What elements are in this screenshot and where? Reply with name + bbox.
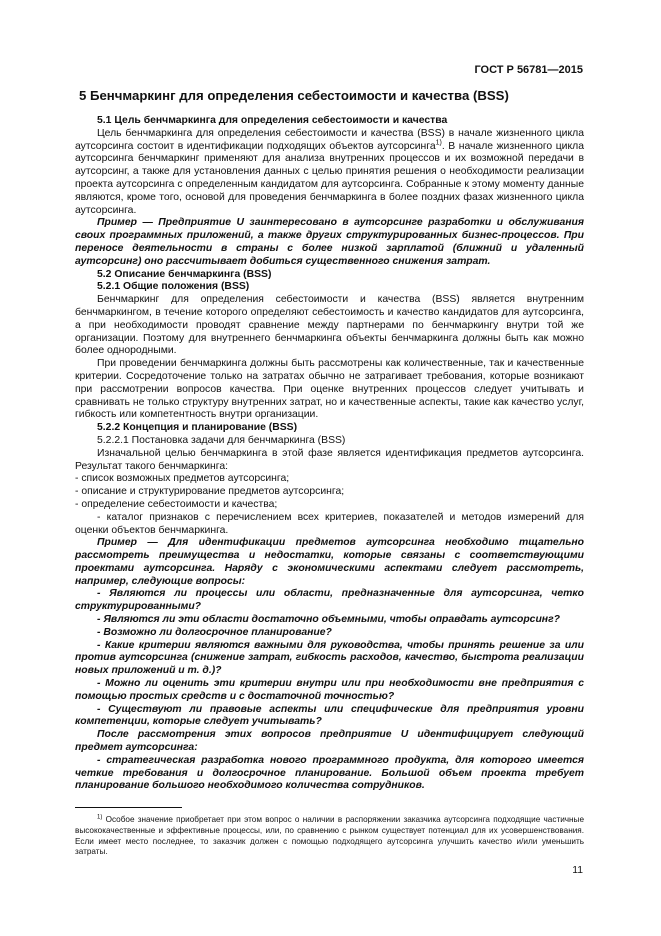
question-item: - Какие критерии являются важными для руководства, чтобы принять решение за или против аутсорсинга (снижение затрат, гибкость расходов, качество, быстрота реализации новых приложений и т. д.)?	[75, 639, 584, 677]
heading-5-2: 5.2 Описание бенчмаркинга (BSS)	[97, 268, 272, 280]
paragraph-5-1	[75, 128, 584, 218]
question-item: - Существуют ли правовые аспекты или специфические для предприятия уровни компетенции, которые следует учитывать?	[75, 703, 584, 728]
heading-5-2-2: 5.2.2 Концепция и планирование (BSS)	[97, 422, 298, 434]
list-item: - описание и структурирование предметов аутсорсинга;	[75, 486, 345, 498]
footnote-text: Особое значение приобретает при этом вопрос о наличии в распоряжении заказчика аутсорсинга подходящие частичные высококачественные и эффективные процессы, или, по сравнению с рынком существует потенциал для их усовершенствования. Если имеет место последнее, то заказчик должен с помощью подходящего аутсорсинга улучшить качество и/или уменьшить затраты.	[75, 815, 584, 857]
list-item: - каталог признаков с перечислением всех критериев, показателей и методов измерений для оценки объектов бенчмаркинга.	[75, 511, 584, 536]
footnote-marker: 1)	[97, 814, 103, 821]
paragraph-5-1-part2: . В начале жизненного цикла аутсорсинга бенчмаркинг применяют для анализа внутренних процессов и их возможной передачи в аутсорсинг, а также для установления данных с целью принятия решения о необходимости реализации проекта аутсорсинга с определенным кандидатом для аутсорсинга. Собранные к этому моменту данные являются, кроме того, основой для проведения бенчмаркинга в более поздних фазах жизненного цикла аутсорсинга.	[75, 140, 584, 216]
question-item: - Можно ли оценить эти критерии внутри или при необходимости вне предприятия с помощью простых средств и с достаточной точностью?	[75, 678, 584, 702]
heading-5-2-2-1: 5.2.2.1 Постановка задачи для бенчмаркинга (BSS)	[97, 434, 346, 446]
footnote-divider	[75, 807, 182, 808]
question-item: - Возможно ли долгосрочное планирование?	[97, 626, 332, 638]
paragraph-5-2-2-1: Изначальной целью бенчмаркинга в этой фазе является идентификация предметов аутсорсинга. Результат такого бенчмаркинга:	[75, 447, 584, 472]
footnote	[75, 815, 584, 858]
list-item: - определение себестоимости и качества;	[75, 498, 278, 510]
question-item: - Являются ли эти области достаточно объемными, чтобы оправдать аутсорсинг?	[97, 614, 560, 626]
section-title: 5 Бенчмаркинг для определения себестоимости и качества (BSS)	[79, 88, 509, 103]
list-item: - список возможных предметов аутсорсинга;	[75, 473, 290, 485]
heading-5-2-1: 5.2.1 Общие положения (BSS)	[97, 281, 250, 293]
example-intro: Пример — Для идентификации предметов аутсорсинга необходимо тщательно рассмотреть преимущества и недостатки, которые связаны с соответствующими проектами аутсорсинга. Наряду с экономическими аспектами следует рассмотреть, например, следующие вопросы:	[75, 537, 584, 587]
document-code: ГОСТ Р 56781—2015	[474, 64, 583, 76]
example-conclusion-item: - стратегическая разработка нового программного продукта, для которого имеется четкие требования и долгосрочное планирование. Большой объем проекта требует планирование большого необходимого количества сотрудников.	[75, 754, 584, 792]
example-conclusion: После рассмотрения этих вопросов предприятие U идентифицирует следующий предмет аутсорсинга:	[75, 729, 584, 754]
page-content	[75, 88, 584, 793]
paragraph-5-2-1-a: Бенчмаркинг для определения себестоимости и качества (BSS) является внутренним бенчмаркингом, в течение которого определяют себестоимость и качество кандидатов для аутсорсинга, а при необходимости проводят сравнение между партнерами по бенчмаркингу внутри той же организации. Поэтому для внутреннего бенчмаркинга объекты бенчмаркинга должны быть как можно более однородными.	[75, 294, 584, 357]
footnote-reference: 1)	[435, 139, 442, 147]
page-number: 11	[572, 865, 583, 876]
example-5-1: Пример — Предприятие U заинтересовано в аутсорсинге разработки и обслуживания своих программных приложений, а также других структурированных бизнес-процессов. При переносе деятельности в страны с более низкой зарплатой (ближний и удаленный аутсорсинг) оно рассчитывает добиться существенного снижения затрат.	[75, 217, 584, 267]
paragraph-5-2-1-b: При проведении бенчмаркинга должны быть рассмотрены как количественные, так и качественные критерии. Сосредоточение только на затратах обычно не затрагивает требования, которые возникают при рассмотрении вопросов качества. При оценке внутренних процессов следует учитывать и сравнивать не только структуру внутренних затрат, но и качественные аспекты, такие как качество услуг, гибкость или компетентность внутри организации.	[75, 358, 584, 421]
paragraph-5-1-part1: Цель бенчмаркинга для определения себестоимости и качества (BSS) в начале жизненного цикла аутсорсинга состоит в идентификации подходящих объектов аутсорсинга	[75, 127, 584, 152]
question-item: - Являются ли процессы или области, предназначенные для аутсорсинга, четко структурированными?	[75, 588, 584, 613]
heading-5-1: 5.1 Цель бенчмаркинга для определения себестоимости и качества	[97, 115, 448, 126]
